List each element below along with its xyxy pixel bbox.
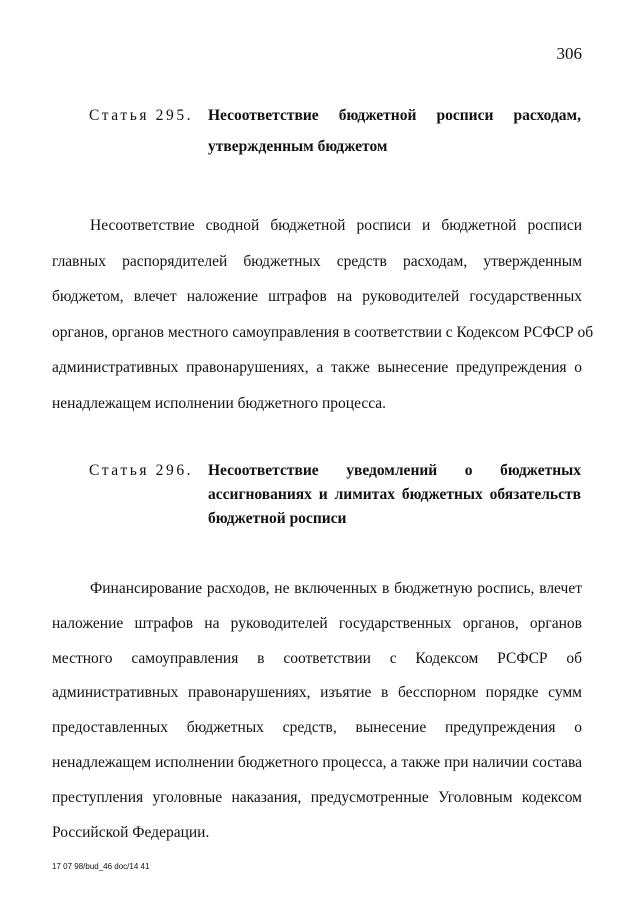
article-295-body-line: главных распорядителей бюджетных средств расходам, утвержденным — [52, 252, 582, 270]
article-295-body-line: органов, органов местного самоуправления в соответствии с Кодексом РСФСР об — [52, 323, 594, 341]
article-295-title-line: утвержденным бюджетом — [208, 138, 388, 155]
article-296-title-line: ассигнованиях и лимитах бюджетных обязательств — [208, 486, 581, 503]
article-296-label: Статья 296. — [89, 462, 194, 479]
article-296-body-line: Финансирование расходов, не включенных в бюджетную роспись, влечет — [90, 580, 582, 597]
article-296-body — [52, 572, 582, 850]
page-number: 306 — [556, 44, 582, 63]
article-295-body-line: Несоответствие сводной бюджетной росписи и бюджетной росписи — [90, 217, 582, 234]
article-296-body-line: наложение штрафов на руководителей государственных органов, органов — [52, 614, 582, 632]
article-295-title — [208, 104, 581, 128]
article-295-body-line: ненадлежащем исполнении бюджетного процесса. — [52, 394, 387, 412]
article-296-body-line: преступления уголовные наказания, предусмотренные Уголовным кодексом — [52, 788, 582, 806]
article-296-body-line: предоставленных бюджетных средств, вынесение предупреждения о — [52, 719, 582, 737]
article-296-body-line: ненадлежащем исполнении бюджетного процесса, а также при наличии состава — [52, 753, 582, 771]
article-295-body — [52, 208, 594, 422]
article-295-title-line: Несоответствие бюджетной росписи расходам, — [208, 107, 581, 124]
article-295-label: Статья 295. — [89, 107, 194, 124]
document-footer: 17 07 98/bud_46 doc/14 41 — [52, 862, 150, 871]
article-296-body-line: местного самоуправления в соответствии с Кодексом РСФСР об — [52, 649, 582, 667]
article-295-heading — [89, 104, 581, 156]
article-296-body-line: Российской Федерации. — [52, 823, 210, 841]
article-296-body-line: административных правонарушениях, изъятие в бесспорном порядке сумм — [52, 684, 582, 702]
article-295-body-line: бюджетом, влечет наложение штрафов на руководителей государственных — [52, 288, 582, 306]
article-296-heading — [89, 459, 581, 531]
article-296-title-line: Несоответствие уведомлений о бюджетных — [208, 462, 581, 479]
article-296-title — [208, 459, 581, 531]
article-296-title-line: бюджетной росписи — [208, 510, 347, 527]
article-295-body-line: административных правонарушениях, а также вынесение предупреждения о — [52, 359, 582, 377]
